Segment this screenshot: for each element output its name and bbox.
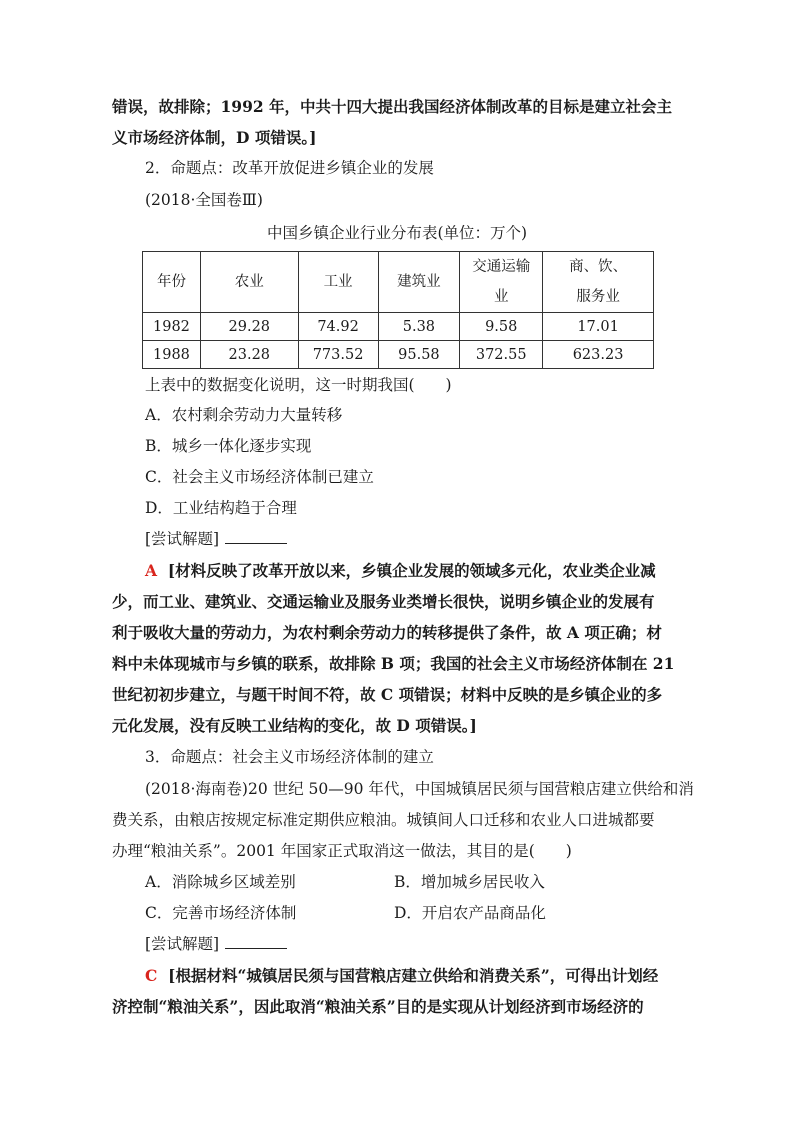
q2-option-b: B．城乡一体化逐步实现	[145, 437, 312, 455]
table-cell: 9.58	[460, 313, 543, 341]
explanation-text: [根据材料“城镇居民须与国营粮店建立供给和消费关系”，可得出计划经	[168, 966, 659, 985]
q3-try-row	[145, 934, 287, 954]
q2-stem: 上表中的数据变化说明，这一时期我国( )	[145, 376, 452, 394]
q2-explanation-line-6: 元化发展，没有反映工业结构的变化，故 D 项错误。]	[112, 716, 477, 735]
q2-option-a: A．农村剩余劳动力大量转移	[145, 406, 343, 424]
table-cell: 23.28	[200, 341, 298, 369]
q3-stem-line-3: 办理“粮油关系”。2001 年国家正式取消这一做法，其目的是( )	[112, 842, 572, 860]
answer-blank	[225, 934, 287, 949]
table-cell: 17.01	[543, 313, 654, 341]
q2-explanation-line-3: 利于吸收大量的劳动力，为农村剩余劳动力的转移提供了条件，故 A 项正确；材	[112, 623, 662, 642]
table-row	[143, 341, 654, 369]
q3-option-b: B．增加城乡居民收入	[394, 873, 545, 891]
table-cell: 773.52	[298, 341, 378, 369]
answer-letter: A	[145, 561, 158, 580]
enterprise-table	[142, 251, 654, 369]
table-cell: 372.55	[460, 341, 543, 369]
table-cell: 623.23	[543, 341, 654, 369]
q3-stem-line-1: (2018·海南卷)20 世纪 50—90 年代，中国城镇居民须与国营粮店建立供给和消	[145, 780, 694, 798]
table-row	[143, 313, 654, 341]
q2-explanation-line-4: 料中未体现城市与乡镇的联系，故排除 B 项；我国的社会主义市场经济体制在 21	[112, 654, 675, 673]
header-cell: 年份	[143, 252, 201, 313]
try-label: [尝试解题]	[145, 935, 220, 953]
q3-heading: 3．命题点：社会主义市场经济体制的建立	[145, 748, 434, 766]
q2-explanation-line-2: 少，而工业、建筑业、交通运输业及服务业类增长很快，说明乡镇企业的发展有	[112, 592, 655, 611]
q2-explanation-line-5: 世纪初初步建立，与题干时间不符，故 C 项错误；材料中反映的是乡镇企业的多	[112, 685, 663, 704]
q3-explanation-line-2: 济控制“粮油关系”，因此取消“粮油关系”目的是实现从计划经济到市场经济的	[112, 997, 644, 1016]
q3-explanation-line-1	[145, 966, 658, 986]
q2-try-row	[145, 529, 287, 549]
try-label: [尝试解题]	[145, 530, 220, 548]
table-cell: 5.38	[378, 313, 460, 341]
table-header-row	[143, 252, 654, 313]
table-cell: 29.28	[200, 313, 298, 341]
table-cell: 95.58	[378, 341, 460, 369]
q3-option-d: D．开启农产品商品化	[394, 904, 546, 922]
q3-option-c: C．完善市场经济体制	[145, 904, 297, 922]
header-cell: 建筑业	[378, 252, 460, 313]
q2-option-d: D．工业结构趋于合理	[145, 499, 297, 517]
explanation-text: [材料反映了改革开放以来，乡镇企业发展的领域多元化，农业类企业减	[167, 561, 656, 580]
q2-option-c: C．社会主义市场经济体制已建立	[145, 468, 374, 486]
q2-explanation-line-1	[145, 561, 656, 581]
table-cell: 1982	[143, 313, 201, 341]
header-cell: 农业	[200, 252, 298, 313]
q2-heading: 2．命题点：改革开放促进乡镇企业的发展	[145, 159, 434, 177]
table-cell: 1988	[143, 341, 201, 369]
intro-line-1: 错误，故排除；1992 年，中共十四大提出我国经济体制改革的目标是建立社会主	[112, 97, 673, 116]
header-cell: 交通运输业	[460, 252, 543, 313]
answer-blank	[225, 529, 287, 544]
q2-source: (2018·全国卷Ⅲ)	[145, 191, 263, 209]
header-cell: 商、饮、服务业	[543, 252, 654, 313]
table-title: 中国乡镇企业行业分布表(单位：万个)	[266, 224, 528, 242]
q3-option-a: A．消除城乡区域差别	[145, 873, 296, 891]
q3-stem-line-2: 费关系，由粮店按规定标准定期供应粮油。城镇间人口迁移和农业人口进城都要	[112, 811, 655, 829]
header-cell: 工业	[298, 252, 378, 313]
table-cell: 74.92	[298, 313, 378, 341]
answer-letter: C	[145, 966, 158, 985]
intro-line-2: 义市场经济体制，D 项错误。]	[112, 128, 317, 147]
